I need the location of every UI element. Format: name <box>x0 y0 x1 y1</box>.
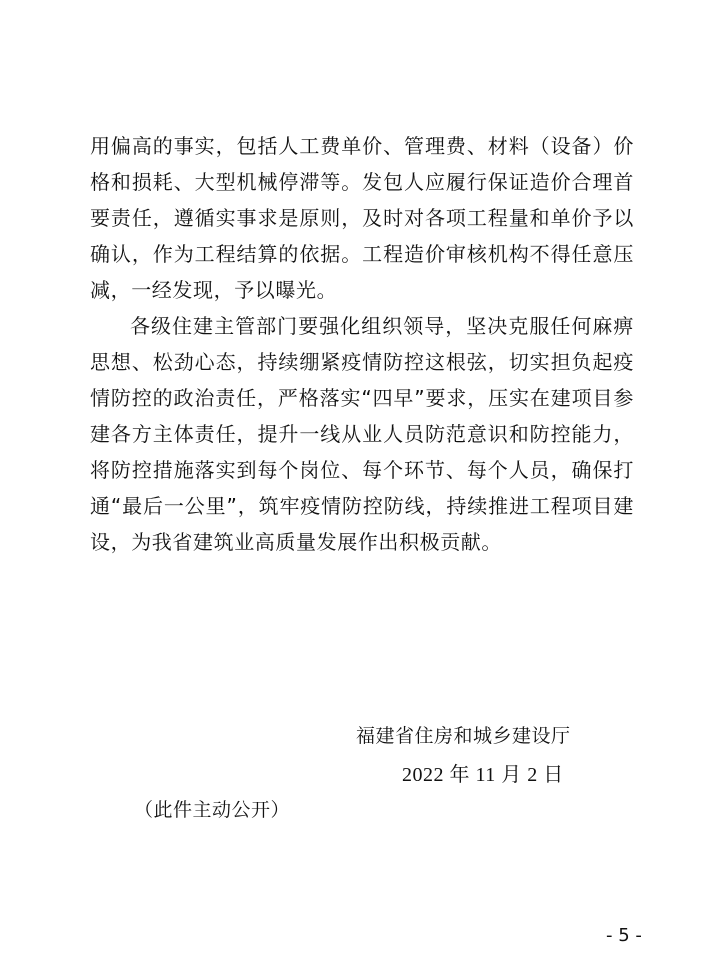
public-disclosure-note: （此件主动公开） <box>134 799 291 821</box>
body-paragraph: 各级住建主管部门要强化组织领导，坚决克服任何麻痹思想、松劲心态，持续绷紧疫情防控这根弦，切实担负起疫情防控的政治责任，严格落实“四早”要求，压实在建项目参建各方主体责任，提升一线从业人员防范意识和防控能力，将防控措施落实到每个岗位、每个环节、每个人员，确保打通“最后一公里”，筑牢疫情防控防线，持续推进工程项目建设，为我省建筑业高质量发展作出积极贡献。 <box>90 314 634 554</box>
issuing-organization: 福建省住房和城乡建设厅 <box>356 725 571 747</box>
page-number: - 5 - <box>606 925 642 946</box>
issue-date: 2022 年 11 月 2 日 <box>402 764 564 786</box>
body-paragraph: 用偏高的事实，包括人工费单价、管理费、材料（设备）价格和损耗、大型机械停滞等。发包人应履行保证造价合理首要责任，遵循实事求是原则，及时对各项工程量和单价予以确认，作为工程结算的依据。工程造价审核机构不得任意压减，一经发现，予以曝光。 <box>90 134 634 302</box>
